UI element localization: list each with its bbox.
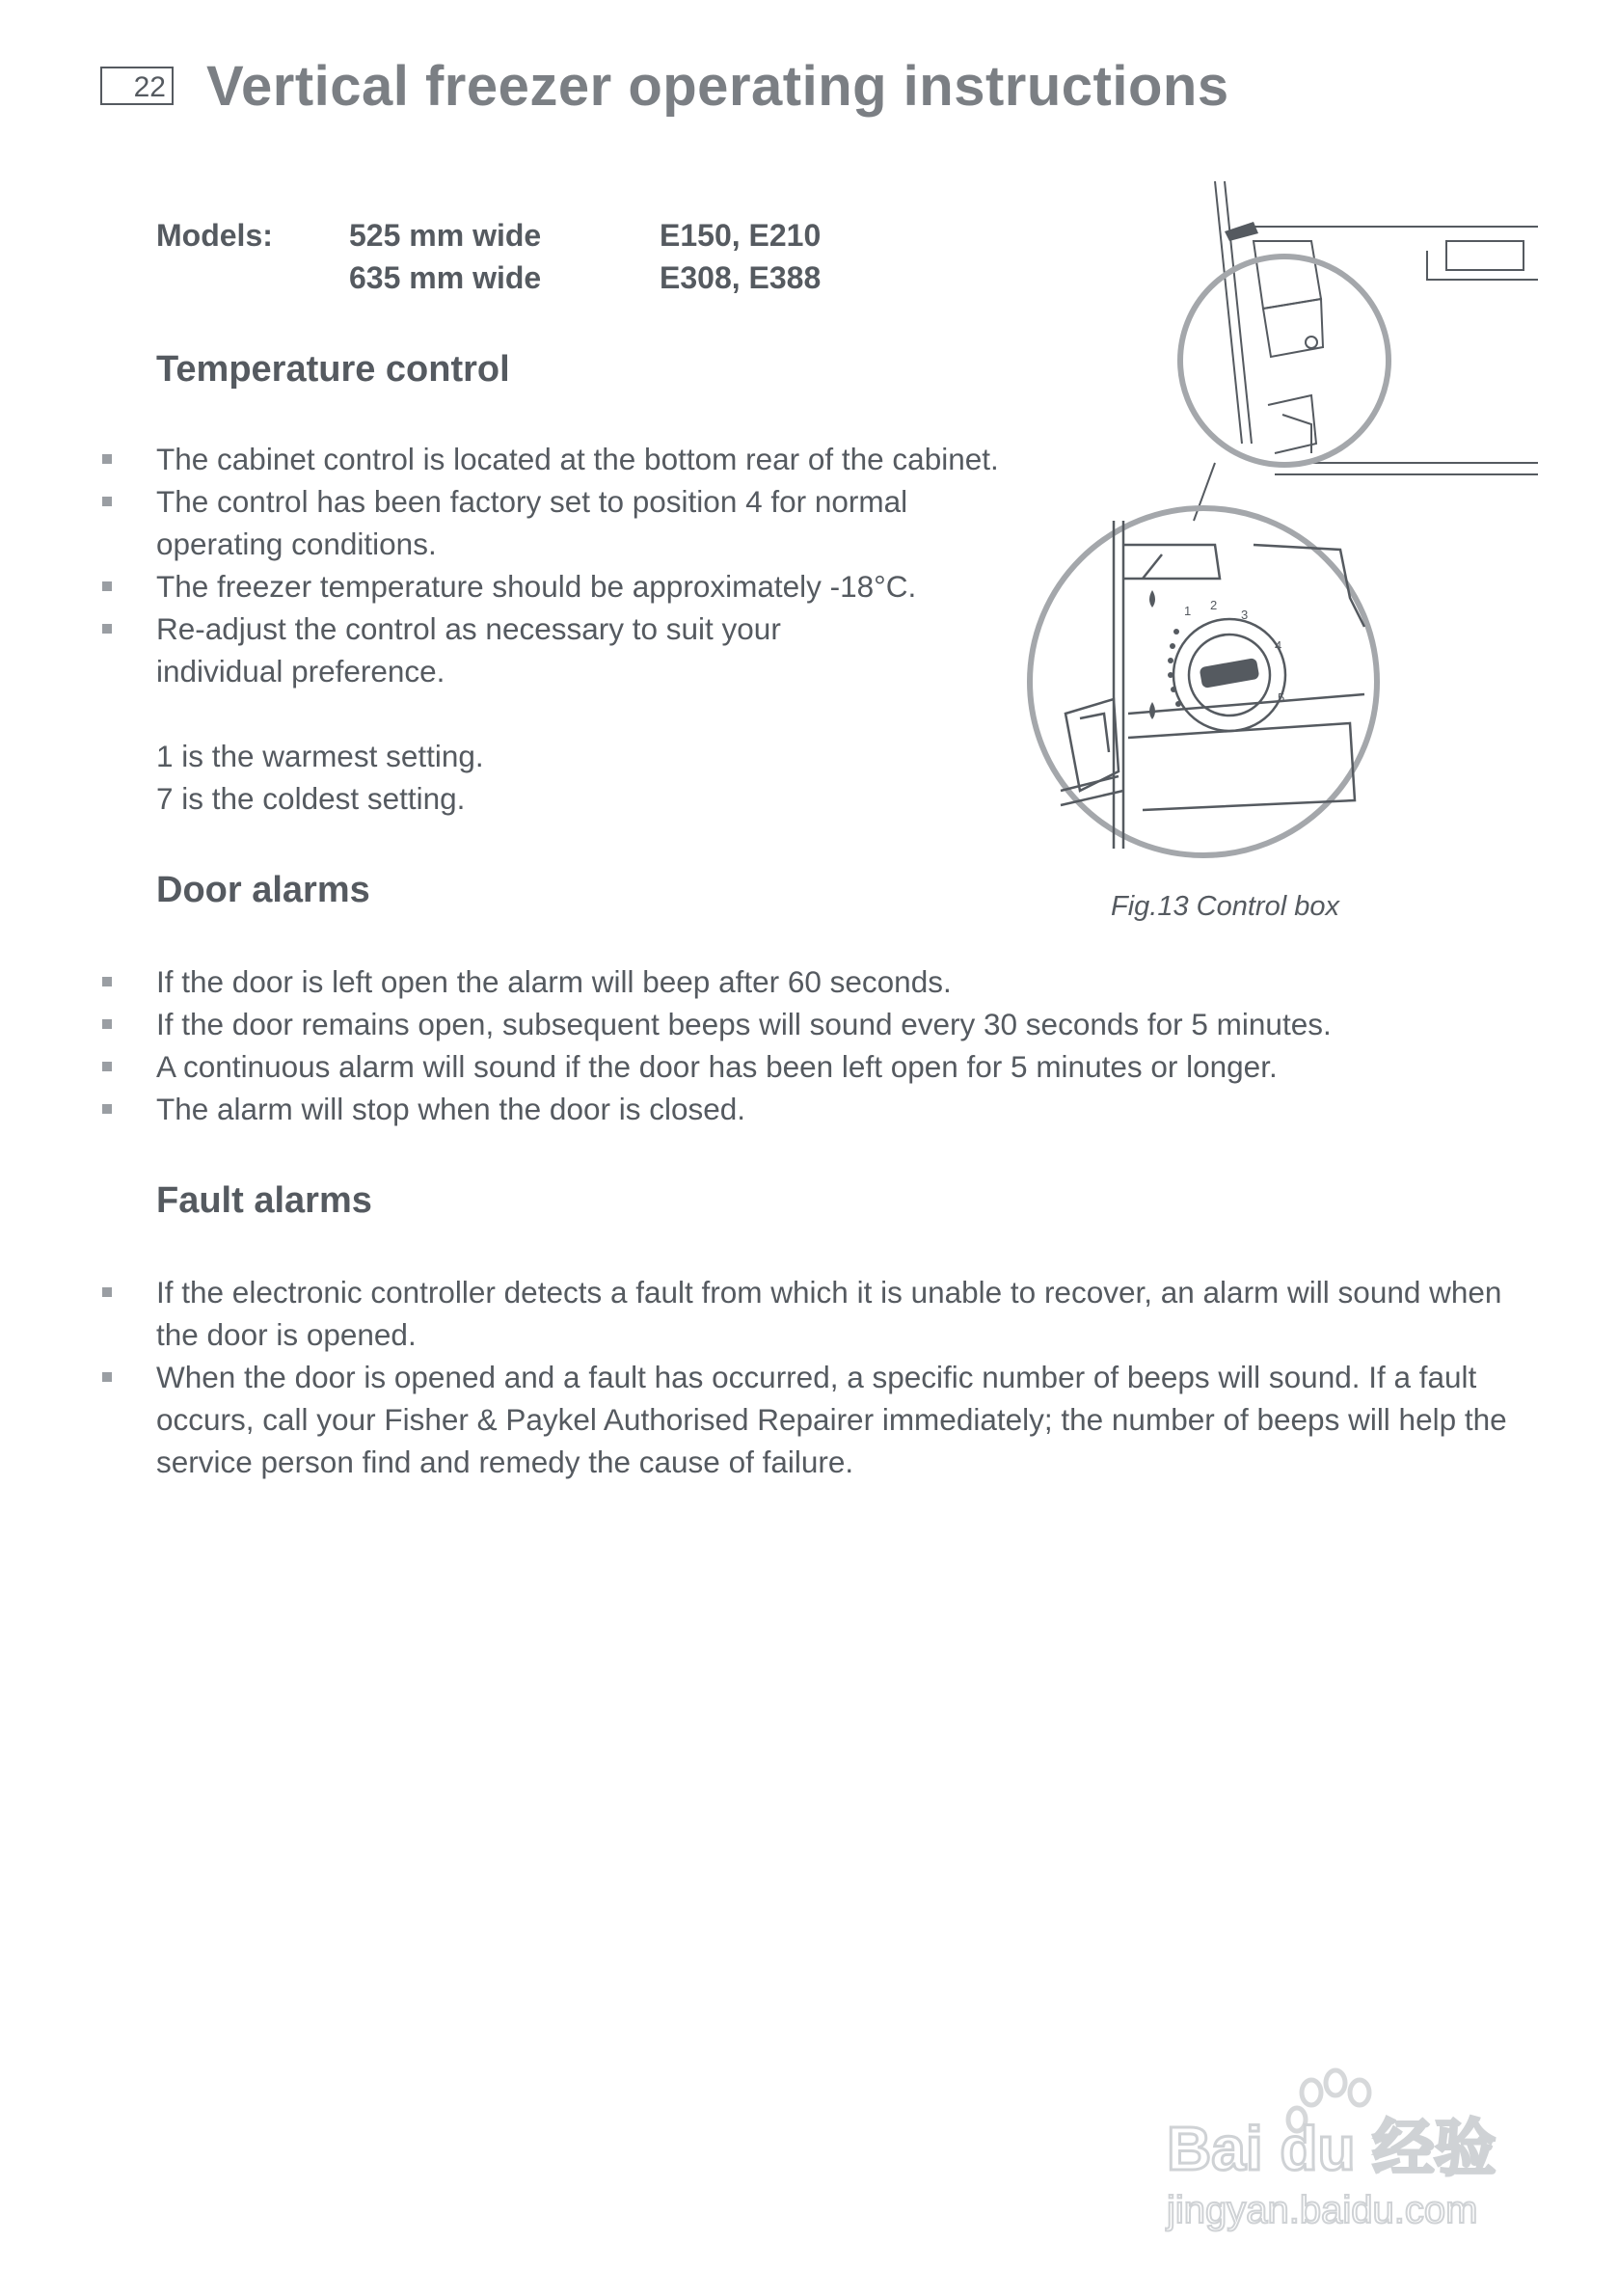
door-alarms-list (0, 960, 1543, 1130)
list-item: If the door is left open the alarm will beep after 60 seconds. (0, 960, 1543, 1003)
bullet-icon (102, 497, 112, 506)
fault-alarms-heading: Fault alarms (156, 1180, 372, 1221)
dial-number: 3 (1241, 608, 1249, 622)
model-width: 635 mm wide (349, 260, 542, 295)
page-number: 22 (100, 67, 174, 105)
dial-number: 1 (1184, 604, 1192, 618)
bullet-icon (102, 624, 112, 634)
models-row (156, 214, 850, 257)
bullet-icon (102, 1019, 112, 1029)
models-label: Models: (156, 218, 273, 253)
dial-number: 2 (1210, 598, 1218, 612)
temperature-heading: Temperature control (156, 349, 510, 390)
dial-number: 5 (1278, 690, 1285, 705)
control-box-illustration (1022, 174, 1538, 868)
list-item: The freezer temperature should be approximately -18°C. (0, 565, 1070, 608)
bullet-icon (102, 1104, 112, 1114)
fault-alarms-list (0, 1271, 1533, 1483)
figure-caption: Fig.13 Control box (1111, 891, 1339, 922)
page-title: Vertical freezer operating instructions (206, 55, 1229, 118)
list-item: Re-adjust the control as necessary to suit your individual preference. (0, 608, 831, 692)
bullet-icon (102, 977, 112, 986)
list-item: The control has been factory set to position 4 for normal operating conditions. (0, 480, 976, 565)
door-alarms-heading: Door alarms (156, 870, 370, 910)
list-item: If the door remains open, subsequent beeps will sound every 30 seconds for 5 minutes. (0, 1003, 1543, 1045)
bullet-icon (102, 581, 112, 591)
models-table (156, 214, 850, 299)
list-item: When the door is opened and a fault has occurred, a specific number of beeps will sound. If a fault occurs, call your Fisher & Paykel Authorised Repairer immediately; the number of beeps will help the service person find and remedy the cause of failure. (0, 1356, 1533, 1483)
model-width: 525 mm wide (349, 218, 542, 253)
watermark-brand: Bai du 经验 (1167, 2114, 1497, 2183)
dial-number: 4 (1275, 638, 1282, 653)
coldest-note: 7 is the coldest setting. (156, 781, 466, 816)
temperature-list (0, 438, 1070, 692)
list-item: The alarm will stop when the door is closed. (0, 1088, 1543, 1130)
models-row (156, 257, 850, 299)
list-item: The cabinet control is located at the bottom rear of the cabinet. (0, 438, 1070, 480)
model-codes: E308, E388 (660, 260, 822, 295)
list-item: A continuous alarm will sound if the door has been left open for 5 minutes or longer. (0, 1045, 1543, 1088)
bullet-icon (102, 1287, 112, 1297)
baidu-watermark (1147, 2054, 1533, 2237)
warmest-note: 1 is the warmest setting. (156, 739, 484, 773)
list-item: If the electronic controller detects a fault from which it is unable to recover, an alarm will sound when the door is opened. (0, 1271, 1533, 1356)
bullet-icon (102, 454, 112, 464)
model-codes: E150, E210 (660, 218, 822, 253)
bullet-icon (102, 1062, 112, 1071)
bullet-icon (102, 1372, 112, 1382)
watermark-url: jingyan.baidu.com (1167, 2189, 1478, 2231)
